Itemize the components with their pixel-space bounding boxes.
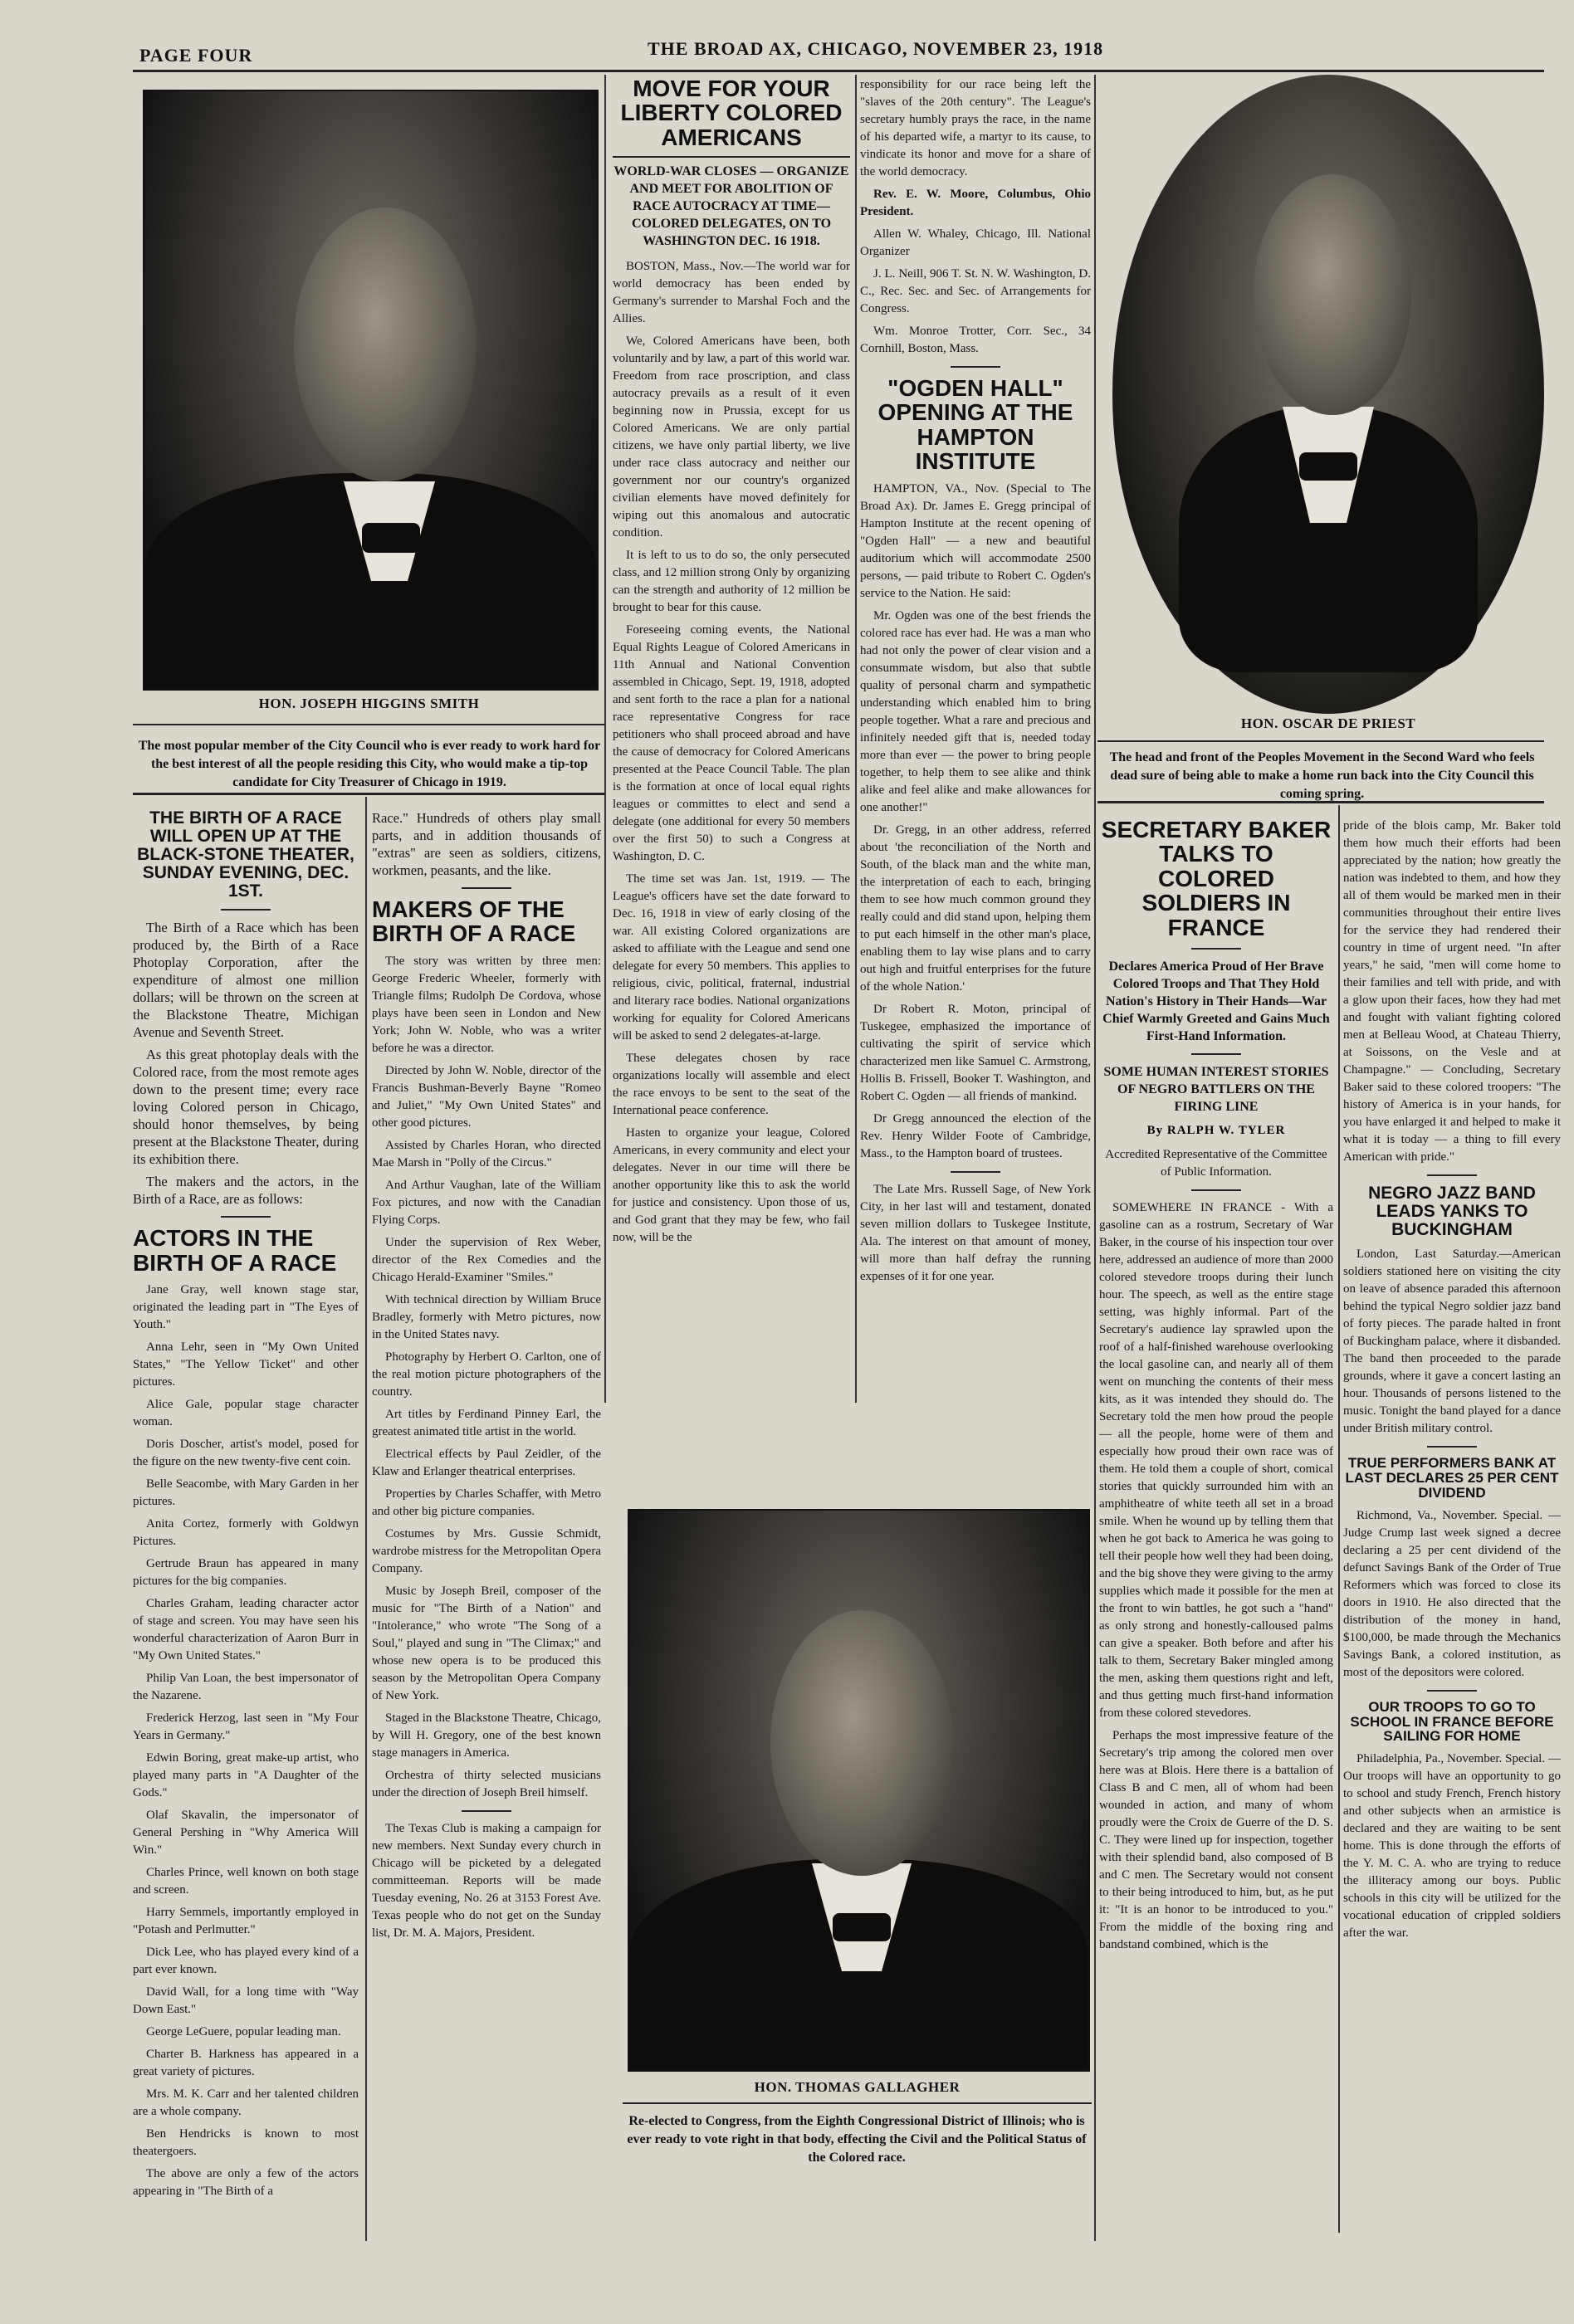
article-paragraph: Dr. Gregg, in an other address, referred about 'the reconciliation of the North and South, of the black man and the white man, the interpretation of each to each, bringing them to see how much common ground they really could and did stand upon, helping them to put each himself in the other man's place, enabling them to lay wise plans and to carry out high and fruitful enterprises for the future of the whole Nation.' <box>860 823 1091 994</box>
article-paragraph: The Birth of a Race which has been produced by, the Birth of a Race Photoplay Corporation, after the expenditure of almost one million dollars; will be thrown on the screen at the Blackstone Theatre, Michigan Avenue and Seventh Street. <box>133 920 359 1041</box>
column-rule <box>604 75 606 1403</box>
actor-entry: The above are only a few of the actors appearing in "The Birth of a <box>133 2167 359 2199</box>
article-paragraph: Perhaps the most impressive feature of the Secretary's trip among the colored men over here was at Blois. Here there is a battalion of Class B and C men, all of whom had been wounded in action, and many of whom proudly were the Croix de Guerre of the D. S. C. They were lined up for inspection, together with their splendid band, also composed of B and C men. The Secretary would not consent to their being introduced to him, but, as he put it: "It is an honor to be introduced to you." From the middle of the boxing ring and bandstand combined, which is the <box>1099 1728 1333 1951</box>
headline-actors: ACTORS IN THE BIRTH OF A RACE <box>133 1225 337 1276</box>
article-paragraph: SOMEWHERE IN FRANCE - With a gasoline can as a rostrum, Secretary of War Baker, in the course of his inspection tour over here, addressed an audience of more than 2000 colored stevedore troops during their lunch hour. The speech, as well as the entire stage setting, was highly informal. Part of the Secretary's audience lay sprawled upon the roof of a half-finished warehouse overlooking the local gasoline can, and nearly all of them went on munching the contents of their mess kits, as it was intended they should do. The Secretary told the men how proud the people — all the people, home were of them and especially how proud their own race was of them. He told them a couple of short, comical stories that quickly surrounded him with an amphitheatre of white teeth all set in a broad smile. When he wound up by telling them that when he got back to America he was going to tell their people how well they had been doing, and the big shove they were giving to the army supplies which made it possible for the men at the front to win battles, he got such a "hand" as only strong and honestly-calloused palms can give a speaker. Both before and after his talk to them, Secretary Baker mingled among the men, asking them questions right and left, and thus getting much first-hand information from these colored stevedores. <box>1099 1200 1333 1720</box>
article-paragraph: The time set was Jan. 1st, 1919. — The League's officers have set the date forward to Dec. 16, 1918 in view of early closing of the war. All existing Colored organizations are asked to affiliate with the League and send one delegate for every 50 members. This applies to religious, civic, political, fraternal, industrial and literary race bodies. National organizations working for equality for Colored Americans will be asked to send 2 delegates-at-large. <box>613 872 850 1043</box>
article-paragraph: Music by Joseph Breil, composer of the music for "The Birth of a Nation" and "Intolerance," who wrote "The Song of a Soul," played and sung in "The Climax;" and whose new opera is to be produced this season by the Metropolitan Opera Company of New York. <box>372 1584 601 1702</box>
actor-entry: Belle Seacombe, with Mary Garden in her pictures. <box>133 1477 359 1509</box>
actor-entry: Gertrude Braun has appeared in many pictures for the big companies. <box>133 1557 359 1589</box>
signer: Allen W. Whaley, Chicago, Ill. National Organizer <box>860 227 1091 258</box>
actor-entry: Doris Doscher, artist's model, posed for the figure on the new twenty-five cent coin. <box>133 1438 359 1469</box>
article-paragraph: With technical direction by William Bruce Bradley, formerly with Metro pictures, now in the United States navy. <box>372 1292 601 1341</box>
actor-entry: Alice Gale, popular stage character woman. <box>133 1398 359 1429</box>
article-paragraph: The story was written by three men: George Frederic Wheeler, formerly with Triangle films; Rudolph De Cordova, whose plays have been seen in London and New York; John W. Noble, who was a writer before he was a director. <box>372 954 601 1055</box>
actor-entry: Dick Lee, who has played every kind of a part ever known. <box>133 1946 359 1977</box>
headline-jazz-band: NEGRO JAZZ BAND LEADS YANKS TO BUCKINGHAM <box>1368 1184 1536 1240</box>
article-paragraph: Properties by Charles Schaffer, with Metro and other big picture companies. <box>372 1487 601 1518</box>
article-paragraph: As this great photoplay deals with the Colored race, from the most remote ages down to the present time; every race loving Colored person in Chicago, should honor themselves, by being present at the Blackstone Theater, during its exhibition there. <box>133 1047 359 1168</box>
bowtie <box>1299 452 1357 481</box>
article-paragraph: Hasten to organize your league, Colored Americans, in every community and elect your delegates. Never in our time will there be another opportunity like this to ask the world for justice and consistency. Upon those of us, and God grant that they may be few, who fail now, will be the <box>613 1126 850 1245</box>
actor-entry: Ben Hendricks is known to most theatergoers. <box>133 2127 359 2159</box>
article-paragraph: These delegates chosen by race organizations locally will assemble and elect the race envoys to be sent to the seat of the International peace conference. <box>613 1052 850 1118</box>
article-texas-club: The Texas Club is making a campaign for new members. Next Sunday every church in Chicago will be picketed by a delegated committeeman. Reports will be made Tuesday evening, No. 26 at 3153 Forest Ave. Texas people who do not get on the Sunday list, Dr. M. A. Majors, President. <box>372 1821 601 1940</box>
byline: By RALPH W. TYLER <box>1146 1123 1286 1137</box>
actor-entry: Anita Cortez, formerly with Goldwyn Pictures. <box>133 1517 359 1549</box>
headline-secretary-baker: SECRETARY BAKER TALKS TO COLORED SOLDIERS IN FRANCE <box>1101 818 1332 940</box>
article-paragraph: Philadelphia, Pa., November. Special. —Our troops will have an opportunity to go to school and study French, French history and other subjects when an armistice is declared and they are waiting to be sent home. This is done through the efforts of the Y. M. C. A. who are trying to reduce the illiteracy among our boys. Public schools in this city will be utilized for the vocational education of crippled soldiers after the war. <box>1343 1752 1561 1941</box>
actor-entry: George LeGuere, popular leading man. <box>146 2025 341 2039</box>
headline-ogden-hall: "OGDEN HALL" OPENING AT THE HAMPTON INSTITUTE <box>877 375 1073 475</box>
actor-entry: Mrs. M. K. Carr and her talented children are a whole company. <box>133 2087 359 2119</box>
column-rule <box>1338 805 1340 2233</box>
article-paragraph: Directed by John W. Noble, director of the Francis Bushman-Beverly Bayne "Romeo and Juliet," "My Own United States" and other good pictures. <box>372 1063 601 1130</box>
actor-entry: Charter B. Harkness has appeared in a great variety of pictures. <box>133 2048 359 2079</box>
column-rule <box>365 797 367 2241</box>
actor-entry: Frederick Herzog, last seen in "My Four Years in Germany." <box>133 1711 359 1743</box>
article-paragraph: Assisted by Charles Horan, who directed Mae Marsh in "Polly of the Circus." <box>372 1138 601 1169</box>
bowtie <box>362 523 420 553</box>
actor-entry: Philip Van Loan, the best impersonator of the Nazarene. <box>133 1672 359 1703</box>
article-paragraph: Race." Hundreds of others play small parts, and in addition thousands of "extras" are seen as soldiers, citizens, workmen, peasants, and the like. <box>372 810 601 878</box>
headline-birth-of-a-race: THE BIRTH OF A RACE WILL OPEN UP AT THE BLACK-STONE THEATER, SUNDAY EVENING, DEC. 1ST. <box>137 809 354 901</box>
column-secretary-baker <box>1099 818 1333 2237</box>
page-label: PAGE FOUR <box>139 45 253 66</box>
article-paragraph: Photography by Herbert O. Carlton, one of the real motion picture photographers of the country. <box>372 1350 601 1399</box>
actor-entry: Olaf Skavalin, the impersonator of General Pershing in "Why America Will Win." <box>133 1809 359 1858</box>
subcaption-gallagher: Re-elected to Congress, from the Eighth Congressional District of Illinois; who is ever ready to vote right in that body, effecting the Civil and the Political Status of the Colored race. <box>627 2114 1087 2165</box>
headline-liberty: MOVE FOR YOUR LIBERTY COLORED AMERICANS <box>620 76 843 150</box>
headline-true-reformers-bank: TRUE PERFORMERS BANK AT LAST DECLARES 25 PER CENT DIVIDEND <box>1345 1455 1559 1501</box>
column-briefs <box>1343 818 1561 2237</box>
article-paragraph: HAMPTON, VA., Nov. (Special to The Broad Ax). Dr. James E. Gregg principal of Hampton Institute at the recent opening of "Ogden Hall" — a new and beautiful auditorium which will accommodate 2500 persons, — paid tribute to Robert C. Ogden's service to the Nation. He said: <box>860 481 1091 600</box>
article-paragraph: Orchestra of thirty selected musicians under the direction of Joseph Breil himself. <box>372 1768 601 1799</box>
caption-gallagher: HON. THOMAS GALLAGHER <box>754 2079 961 2095</box>
bowtie <box>833 1913 891 1941</box>
actor-entry: Harry Semmels, importantly employed in "Potash and Perlmutter." <box>133 1906 359 1937</box>
caption-smith: HON. JOSEPH HIGGINS SMITH <box>258 696 480 711</box>
photo-thomas-gallagher <box>628 1509 1090 2072</box>
column-makers <box>372 809 601 2237</box>
signer: Rev. E. W. Moore, Columbus, Ohio President. <box>860 188 1091 218</box>
actor-entry: Anna Lehr, seen in "My Own United States," "The Yellow Ticket" and other pictures. <box>133 1340 359 1389</box>
article-paragraph: Mr. Ogden was one of the best friends the colored race has ever had. He was a man who had not only the power of clear vision and a consummate wisdom, but also that subtle quality of personal charm and sympathetic understanding which enabled him to bring people together. What a rare and precious and infinitely needed gift that is, needed today more than ever — the power to bring people together, to help them to see alike and think alike and feel alike and make allowances for one another!" <box>860 608 1091 814</box>
column-ogden <box>860 76 1091 1471</box>
article-paragraph: Foreseeing coming events, the National Equal Rights League of Colored Americans in 11th Annual and National Convention assembled in Chicago, Sept. 19, 1918, adopted and sent forth to the race a plan for a national race representative Congress for race petitioners who shall proceed abroad and have the cause of democracy for Colored Americans presented at the Peace Council Table. The plan is the formation at once of local equal rights leagues or committes to elect and send a delegate (one additional for every 50 members over the first 50) to such a Congress at Washington, D. C. <box>613 623 850 864</box>
caption-depriest: HON. OSCAR DE PRIEST <box>1240 715 1416 731</box>
column-rule <box>855 75 857 1403</box>
actor-entry: Charles Graham, leading character actor of stage and screen. You may have seen his wonderful characterization of Aaron Burr in "My Own United States." <box>133 1597 359 1663</box>
subcaption-smith: The most popular member of the City Council who is ever ready to work hard for the best interest of all the people residing this City, who would make a tip-top candidate for City Treasurer of Chicago in 1919. <box>138 739 601 789</box>
article-paragraph: Under the supervision of Rex Weber, director of the Rex Comedies and the Chicago Herald-Examiner "Smiles." <box>372 1235 601 1284</box>
headline-makers: MAKERS OF THE BIRTH OF A RACE <box>372 896 576 947</box>
article-sage-bequest: The Late Mrs. Russell Sage, of New York City, in her last will and testament, donated seven million dollars to Tuskegee Institute, Ala. The interest on that amount of money, will more than half defray the running expenses of it for one year. <box>860 1182 1091 1283</box>
deck-baker-human-interest: SOME HUMAN INTEREST STORIES OF NEGRO BATTLERS ON THE FIRING LINE <box>1103 1064 1329 1114</box>
subcaption-depriest: The head and front of the Peoples Movement in the Second Ward who feels dead sure of being able to make a home run back into the City Council this coming spring. <box>1109 750 1535 801</box>
article-paragraph: London, Last Saturday.—American soldiers stationed here on visiting the city on leave of absence paraded this afternoon behind the typical Negro soldier jazz band of forty pieces. The parade halted in front of Buckingham palace, where it disbanded. The band then proceeded to the parade grounds, where it gave a concert lasting an hour. Thousands of persons listened to the music. Tonight the band played for a dance under British military control. <box>1343 1247 1561 1436</box>
article-paragraph: Electrical effects by Paul Zeidler, of the Klaw and Erlanger theatrical enterprises. <box>372 1447 601 1478</box>
signer: J. L. Neill, 906 T. St. N. W. Washington, D. C., Rec. Sec. and Sec. of Arrangements for Congress. <box>860 267 1091 315</box>
article-paragraph: Staged in the Blackstone Theatre, Chicago, by Will H. Gregory, one of the best known stage managers in America. <box>372 1711 601 1760</box>
column-birth-of-a-race <box>133 809 359 2237</box>
article-paragraph: We, Colored Americans have been, both voluntarily and by law, a part of this world war. Freedom from race proscription, and class autocracy prevails as a result of it even beginning now in Prussia, except for us Colored Americans. We are only partial citizens, we have only partial liberty, we live under race class autocracy and neither our government nor our country's organized civilian elements have moved definitely for wiping out this anomalous and autocratic condition. <box>613 334 850 540</box>
photo-joseph-higgins-smith <box>143 90 599 691</box>
byline-credential: Accredited Representative of the Committee of Public Information. <box>1105 1147 1327 1179</box>
headline-troops-school: OUR TROOPS TO GO TO SCHOOL IN FRANCE BEFORE SAILING FOR HOME <box>1350 1698 1554 1745</box>
article-paragraph: The makers and the actors, in the Birth of a Race, are as follows: <box>133 1174 359 1208</box>
masthead <box>133 30 1544 66</box>
article-paragraph: It is left to us to do so, the only persecuted class, and 12 million strong Only by organizing can the strength and authority of 12 million be brought to bear for this cause. <box>613 549 850 615</box>
actor-entry: Edwin Boring, great make-up artist, who played many parts in "A Daughter of the Gods." <box>133 1751 359 1800</box>
column-rule <box>1094 797 1096 2241</box>
photo-oscar-de-priest <box>1112 75 1544 714</box>
masthead-title: THE BROAD AX, CHICAGO, NOVEMBER 23, 1918 <box>648 38 1104 59</box>
actor-entry: Charles Prince, well known on both stage and screen. <box>133 1866 359 1897</box>
article-paragraph: Dr Robert R. Moton, principal of Tuskegee, emphasized the importance of cultivating the spirit of service which characterized men like Samuel C. Armstrong, Hollis B. Frissell, Booker T. Washington, and Robert C. Ogden — all friends of mankind. <box>860 1002 1091 1103</box>
actor-entry: Jane Gray, well known stage star, originated the leading part in "The Eyes of Youth." <box>133 1283 359 1332</box>
article-paragraph: BOSTON, Mass., Nov.—The world war for world democracy has been ended by Germany's surrender to Marshal Foch and the Allies. <box>613 260 850 326</box>
article-paragraph: Costumes by Mrs. Gussie Schmidt, wardrobe mistress for the Metropolitan Opera Company. <box>372 1526 601 1575</box>
actor-entry: David Wall, for a long time with "Way Down East." <box>133 1985 359 2017</box>
deck-baker: Declares America Proud of Her Brave Colored Troops and That They Hold Nation's History in Their Hands—War Chief Warmly Greeted and Gains Much First-Hand Information. <box>1102 959 1330 1043</box>
article-paragraph: Richmond, Va., November. Special. —Judge Crump last week signed a decree declaring a 25 per cent dividend of the defunct Savings Bank of the Order of True Reformers which was forced to close its doors in 1910. He also directed that the distribution of the money in hand, $100,000, be made through the Mechanics Savings Bank, a colored institution, as most of the depositors were colored. <box>1343 1508 1561 1679</box>
signer: Wm. Monroe Trotter, Corr. Sec., 34 Cornhill, Boston, Mass. <box>860 325 1091 355</box>
column-liberty <box>613 76 850 1454</box>
article-paragraph: Dr Gregg announced the election of the Rev. Henry Wilder Foote of Cambridge, Mass., to the Hampton board of trustees. <box>860 1111 1091 1160</box>
masthead-rule <box>133 70 1544 72</box>
article-paragraph: Art titles by Ferdinand Pinney Earl, the greatest animated title artist in the world. <box>372 1407 601 1438</box>
article-paragraph: pride of the blois camp, Mr. Baker told them how much their efforts had been appreciated by the nation; how greatly the nation was indebted to them, and how they all of them would be marked men in their communities throughout their entire lives for the service they had rendered their country in time of urgent need. "In after years," he said, "men will come home to their families and tell with pride, and with a glow upon their faces, how they had met and fought with valiant fighting colored men at Belleau Wood, at Chateau Thierry, at Soissons, on the Vesle and at Champagne." — Concluding, Secretary Baker said to these colored troopers: "The history of America is in your hands, for you have enlarged it and helped to make it what it is today — a thing to fill every American with pride." <box>1343 819 1561 1164</box>
article-paragraph: responsibility for our race being left the "slaves of the 20th century". The League's secretary humbly prays the race, in the name of his departed wife, a martyr to its cause, to vindicate its honor and move for a share of the world democracy. <box>860 78 1091 178</box>
article-paragraph: And Arthur Vaughan, late of the William Fox pictures, and now with the Canadian Flying Corps. <box>372 1178 601 1227</box>
deck-liberty: WORLD-WAR CLOSES — ORGANIZE AND MEET FOR ABOLITION OF RACE AUTOCRACY AT TIME— COLORED DELEGATES, ON TO WASHINGTON DEC. 16 1918. <box>613 164 849 249</box>
